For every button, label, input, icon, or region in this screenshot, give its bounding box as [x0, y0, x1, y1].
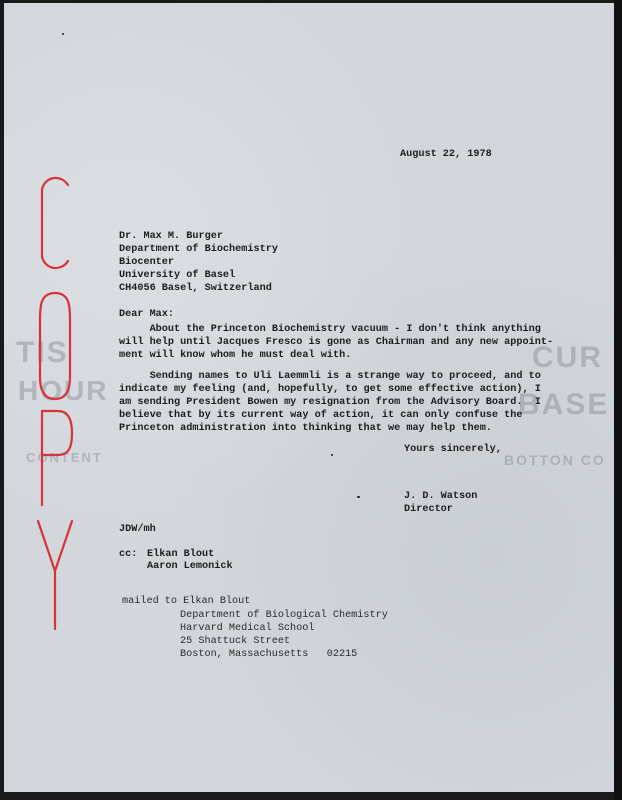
recipient-university: University of Basel [119, 270, 236, 281]
copy-stamp [32, 171, 78, 633]
speck [62, 33, 64, 35]
typist-initials: JDW/mh [119, 524, 156, 535]
speck [331, 454, 333, 456]
scan-edge [614, 0, 622, 800]
letter-page [4, 3, 614, 792]
body-paragraph-1-line: ment will know whom he must deal with. [119, 350, 352, 361]
mailed-to-address: Harvard Medical School [180, 623, 315, 634]
body-paragraph-1-line: will help until Jacques Fresco is gone as Chairman and any new appoint- [119, 337, 554, 348]
bleed-through-mark: CUR [532, 341, 603, 374]
mailed-to-address: Department of Biological Chemistry [180, 610, 388, 621]
body-paragraph-1-line: About the Princeton Biochemistry vacuum - I don't think anything [119, 324, 541, 335]
recipient-department: Department of Biochemistry [119, 244, 278, 255]
mailed-to-address: Boston, Massachusetts 02215 [180, 649, 358, 660]
body-paragraph-2-line: Princeton administration into thinking that we may help them. [119, 423, 492, 434]
closing: Yours sincerely, [404, 444, 502, 455]
mailed-to-address: 25 Shattuck Street [180, 636, 291, 647]
cc-first: Elkan Blout [147, 549, 215, 560]
recipient-building: Biocenter [119, 257, 175, 268]
bleed-through-mark: BASE [518, 388, 610, 421]
body-paragraph-2-line: indicate my feeling (and, hopefully, to get some effective action), I [119, 384, 541, 395]
speck [357, 496, 360, 498]
cc-second: Aaron Lemonick [147, 561, 233, 572]
signature-name: J. D. Watson [404, 491, 478, 502]
body-paragraph-2-line: am sending President Bowen my resignation from the Advisory Board. I [119, 397, 541, 408]
body-paragraph-2-line: Sending names to Uli Laemmli is a strange way to proceed, and to [119, 371, 541, 382]
recipient-name: Dr. Max M. Burger [119, 231, 223, 242]
cc-label: cc: [119, 549, 138, 560]
recipient-city: CH4056 Basel, Switzerland [119, 283, 272, 294]
mailed-to-line: mailed to Elkan Blout [122, 596, 251, 607]
salutation: Dear Max: [119, 309, 175, 320]
letter-date: August 22, 1978 [400, 149, 492, 160]
bleed-through-mark: BOTTON CO [504, 452, 606, 468]
bleed-through-mark: CONTENT [26, 450, 103, 465]
bleed-through-mark: TIS [16, 336, 69, 369]
signature-title: Director [404, 504, 453, 515]
bleed-through-mark: HOUR [18, 375, 109, 406]
body-paragraph-2-line: believe that by its current way of action, it can only confuse the [119, 410, 523, 421]
